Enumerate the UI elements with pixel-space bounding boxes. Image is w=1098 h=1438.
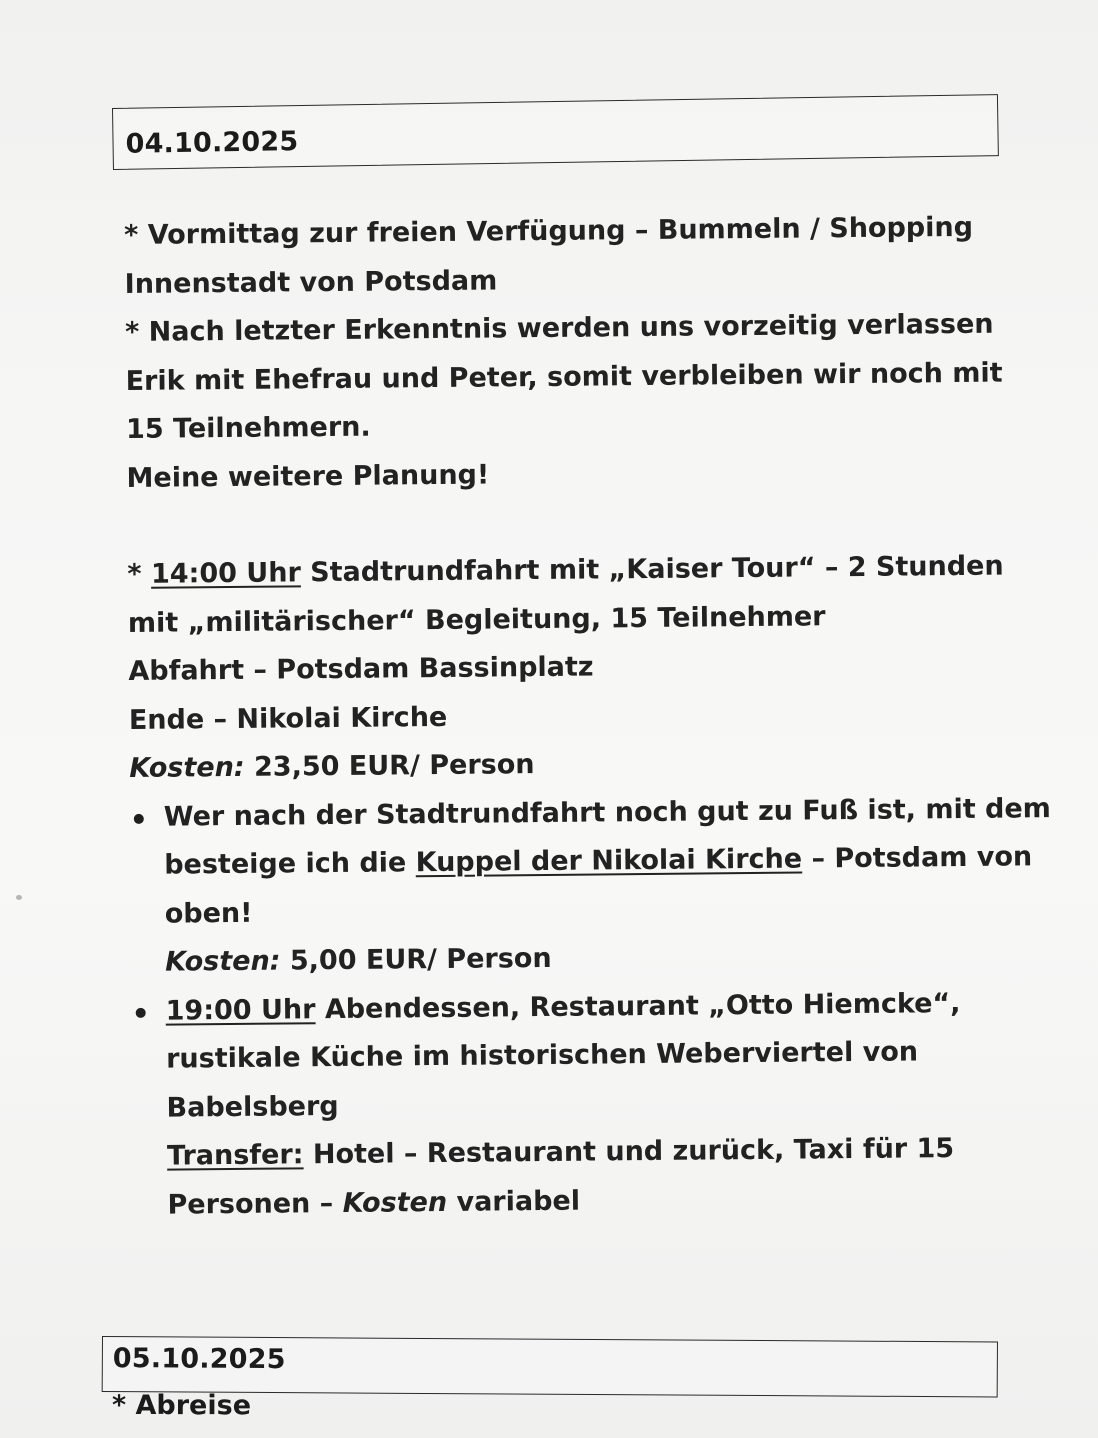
departure-line: * Abreise <box>112 1390 252 1421</box>
tour-line-3: Abfahrt – Potsdam Bassinplatz <box>128 651 594 687</box>
transfer-line <box>167 1125 1013 1182</box>
dome-line-2-pre: besteige ich die <box>164 847 416 881</box>
dinner-line-5-pre: Personen – <box>167 1187 343 1221</box>
notice-line-3: 15 Teilnehmern. <box>125 411 371 445</box>
dome-bullet <box>130 785 1051 987</box>
dinner-cost-label: Kosten <box>342 1186 448 1219</box>
section-spacer <box>127 495 1007 551</box>
dinner-bullet <box>131 979 1013 1230</box>
day1-content <box>124 204 1051 1230</box>
date-heading-day1: 04.10.2025 <box>125 126 299 160</box>
morning-line-2: Innenstadt von Potsdam <box>124 264 498 300</box>
bullet-dot-icon <box>134 813 144 823</box>
tour-line-1-rest: Stadtrundfahrt mit „Kaiser Tour“ – 2 Stunden <box>300 550 1004 589</box>
dome-highlight: Kuppel der Nikolai Kirche <box>415 843 803 879</box>
dome-line-3: oben! <box>164 897 253 930</box>
tour-cost-line <box>129 737 1009 794</box>
tour-cost-label: Kosten: <box>129 751 245 784</box>
date-box-day2 <box>102 1336 998 1397</box>
bullet-dot-icon <box>136 1007 146 1017</box>
dinner-time: 19:00 Uhr <box>165 993 316 1027</box>
notice-line-1: * Nach letzter Erkenntnis werden uns vorzeitig verlassen <box>125 308 994 348</box>
tour-prefix: * <box>127 558 152 590</box>
dome-line-2-post: – Potsdam von <box>801 841 1033 875</box>
tour-line-1 <box>127 543 1007 600</box>
dinner-line-1 <box>165 979 1011 1036</box>
dinner-line-5-post: variabel <box>446 1185 581 1218</box>
dinner-line-3: Babelsberg <box>166 1090 339 1124</box>
paper-smudge <box>16 895 22 900</box>
tour-line-4: Ende – Nikolai Kirche <box>128 701 448 736</box>
dome-cost-line <box>165 931 1011 988</box>
tour-cost-value: 23,50 EUR/ Person <box>244 749 535 783</box>
dome-line-1: Wer nach der Stadtrundfahrt noch gut zu Fuß ist, mit dem <box>163 792 1051 833</box>
dome-line-2 <box>164 834 1033 891</box>
morning-line-1: * Vormittag zur freien Verfügung – Bummeln / Shopping <box>124 211 974 251</box>
transfer-rest: Hotel – Restaurant und zurück, Taxi für 15 <box>303 1133 955 1171</box>
dome-cost-value: 5,00 EUR/ Person <box>280 942 552 977</box>
date-box-day1 <box>112 94 999 170</box>
tour-time: 14:00 Uhr <box>150 557 301 590</box>
dinner-line-1-rest: Abendessen, Restaurant „Otto Hiemcke“, <box>315 987 961 1025</box>
tour-line-2: mit „militärischer“ Begleitung, 15 Teilnehmer <box>127 600 826 639</box>
notice-line-2: Erik mit Ehefrau und Peter, somit verbleiben wir noch mit <box>125 357 1003 397</box>
dome-cost-label: Kosten: <box>165 945 281 978</box>
dinner-line-5 <box>167 1173 1013 1230</box>
date-heading-day2: 05.10.2025 <box>112 1343 286 1376</box>
dinner-line-2: rustikale Küche im historischen Weberviertel von <box>165 1036 919 1075</box>
transfer-label: Transfer: <box>166 1139 304 1172</box>
notice-line-4: Meine weitere Planung! <box>126 459 490 494</box>
